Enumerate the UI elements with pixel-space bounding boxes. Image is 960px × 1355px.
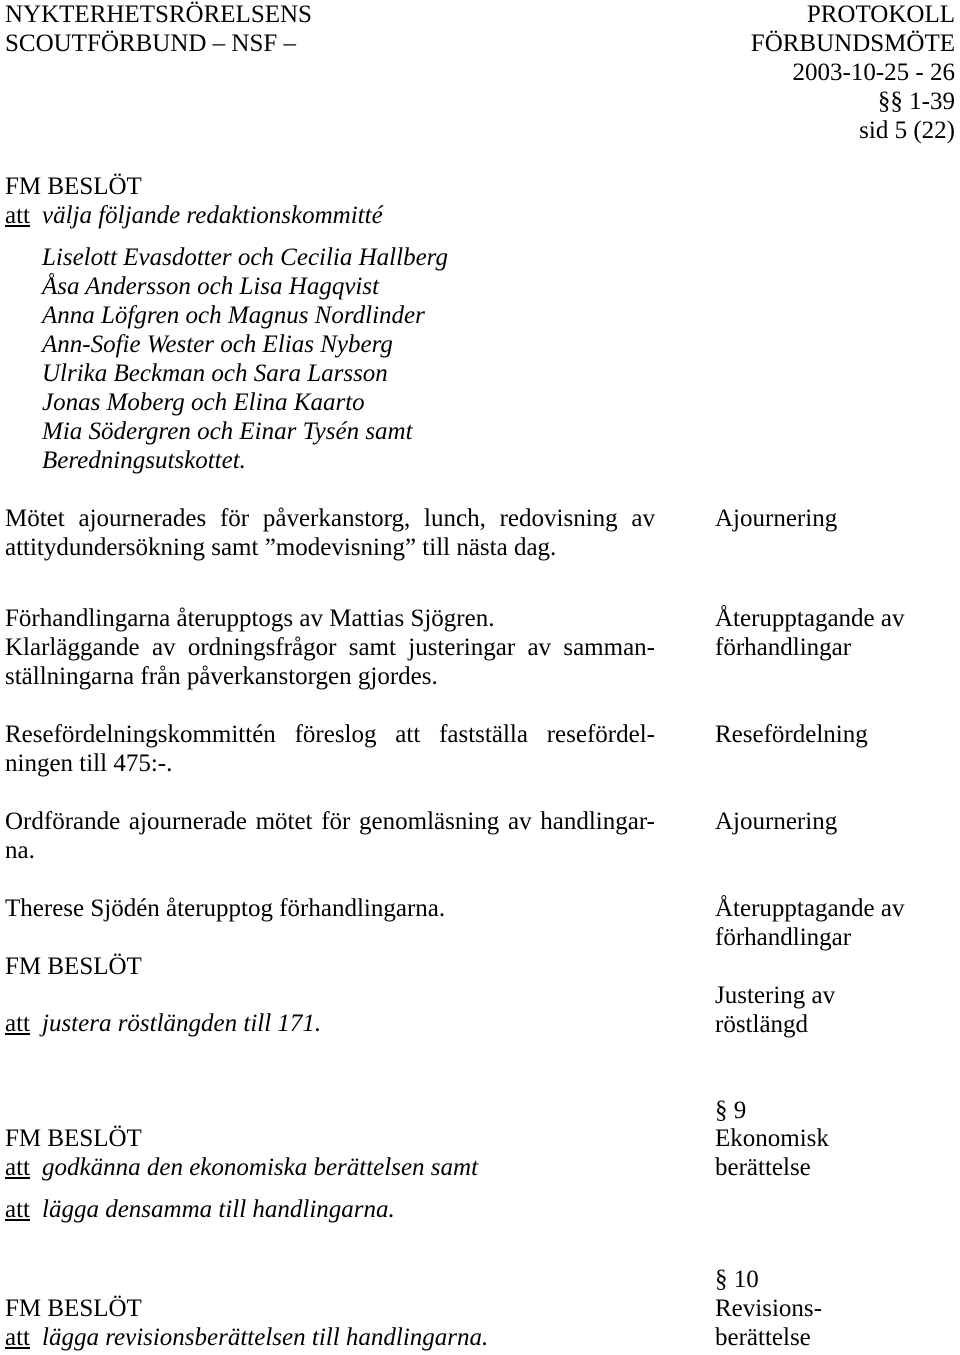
margin-note bbox=[715, 720, 955, 749]
minutes-paragraph bbox=[5, 807, 655, 865]
decision-line bbox=[5, 201, 655, 230]
section-number-label: § 9 bbox=[715, 1097, 747, 1124]
margin-note bbox=[715, 504, 955, 533]
att-marker: att bbox=[5, 202, 30, 229]
paragraph-line: Resefördelningskommittén föreslog att fastställa resefördel- bbox=[5, 721, 655, 748]
member-line: Ulrika Beckman och Sara Larsson bbox=[42, 360, 388, 387]
member-line: Jonas Moberg och Elina Kaarto bbox=[42, 389, 365, 416]
committee-members-list bbox=[5, 243, 692, 475]
decision-heading: FM BESLÖT bbox=[5, 1295, 142, 1322]
header-organization bbox=[5, 0, 312, 58]
paragraph-line: Förhandlingarna återupptogs av Mattias Sjögren. bbox=[5, 605, 495, 632]
member-line: Ann-Sofie Wester och Elias Nyberg bbox=[42, 331, 393, 358]
section-title-line: berättelse bbox=[715, 1324, 811, 1351]
margin-note bbox=[715, 604, 955, 662]
margin-note-line: förhandlingar bbox=[715, 634, 852, 661]
paragraph-line: attitydundersökning samt ”modevisning” till nästa dag. bbox=[5, 534, 557, 561]
member-line: Åsa Andersson och Lisa Hagqvist bbox=[42, 273, 380, 300]
margin-note bbox=[715, 807, 955, 836]
paragraph-line: ningen till 475:-. bbox=[5, 750, 173, 777]
decision-text: justera röstlängden till 171. bbox=[42, 1010, 322, 1037]
section-title-line: Revisions- bbox=[715, 1295, 822, 1322]
decision-line bbox=[5, 1195, 655, 1224]
committee-decision bbox=[5, 172, 655, 230]
decision-line bbox=[5, 1153, 655, 1182]
att-marker: att bbox=[5, 1154, 30, 1181]
roll-decision bbox=[5, 1009, 655, 1038]
margin-note-line: Resefördelning bbox=[715, 721, 868, 748]
margin-note-line: röstlängd bbox=[715, 1011, 809, 1038]
decision-heading: FM BESLÖT bbox=[5, 173, 142, 200]
paragraph-line: Klarläggande av ordningsfrågor samt justeringar av samman- bbox=[5, 634, 655, 661]
decision-text: godkänna den ekonomiska berättelsen samt bbox=[42, 1154, 479, 1181]
meeting-name: FÖRBUNDSMÖTE bbox=[750, 30, 955, 57]
organization-name-line: SCOUTFÖRBUND – NSF – bbox=[5, 30, 297, 57]
minutes-paragraph bbox=[5, 504, 655, 562]
paragraph-line: na. bbox=[5, 837, 35, 864]
margin-note-line: Justering av bbox=[715, 982, 836, 1009]
document-type: PROTOKOLL bbox=[806, 1, 955, 28]
section-title bbox=[715, 1294, 955, 1352]
meeting-dates: 2003-10-25 - 26 bbox=[792, 59, 955, 86]
margin-note-line: Ajournering bbox=[715, 505, 838, 532]
paragraph-line: Therese Sjödén återupptog förhandlingarna. bbox=[5, 895, 446, 922]
organization-name-line: NYKTERHETSRÖRELSENS bbox=[5, 1, 312, 28]
margin-note-line: Återupptagande av bbox=[715, 895, 905, 922]
margin-note-line: förhandlingar bbox=[715, 924, 852, 951]
decision-text: lägga revisionsberättelsen till handlingarna. bbox=[42, 1324, 489, 1351]
section-10-decision bbox=[5, 1294, 655, 1352]
decision-text: lägga densamma till handlingarna. bbox=[42, 1196, 395, 1223]
roll-decision-heading-block bbox=[5, 952, 655, 981]
paragraph-line: ställningarna från påverkanstorgen gjordes. bbox=[5, 663, 438, 690]
decision-heading: FM BESLÖT bbox=[5, 953, 142, 980]
att-marker: att bbox=[5, 1196, 30, 1223]
header-document-info bbox=[751, 0, 955, 145]
section-number bbox=[715, 1096, 955, 1125]
minutes-paragraph bbox=[5, 894, 655, 923]
decision-heading: FM BESLÖT bbox=[5, 1125, 142, 1152]
decision-text: välja följande redaktionskommitté bbox=[42, 202, 383, 229]
paragraph-range: §§ 1-39 bbox=[877, 88, 955, 115]
margin-note bbox=[715, 981, 955, 1039]
section-title bbox=[715, 1124, 955, 1182]
member-line: Anna Löfgren och Magnus Nordlinder bbox=[42, 302, 425, 329]
paragraph-line: Ordförande ajournerade mötet för genomläsning av handlingar- bbox=[5, 808, 655, 835]
att-marker: att bbox=[5, 1324, 30, 1351]
margin-note-line: Återupptagande av bbox=[715, 605, 905, 632]
member-line: Beredningsutskottet. bbox=[42, 447, 246, 474]
member-line: Liselott Evasdotter och Cecilia Hallberg bbox=[42, 244, 448, 271]
section-number bbox=[715, 1265, 955, 1294]
decision-line bbox=[5, 1009, 655, 1038]
member-line: Mia Södergren och Einar Tysén samt bbox=[42, 418, 413, 445]
page-number: sid 5 (22) bbox=[859, 117, 955, 144]
margin-note bbox=[715, 894, 955, 952]
section-title-line: berättelse bbox=[715, 1154, 811, 1181]
att-marker: att bbox=[5, 1010, 30, 1037]
minutes-paragraph bbox=[5, 604, 655, 691]
decision-line bbox=[5, 1323, 655, 1352]
minutes-paragraph bbox=[5, 720, 655, 778]
section-9-decision bbox=[5, 1124, 655, 1224]
paragraph-line: Mötet ajournerades för påverkanstorg, lunch, redovisning av bbox=[5, 505, 655, 532]
section-number-label: § 10 bbox=[715, 1266, 759, 1293]
section-title-line: Ekonomisk bbox=[715, 1125, 829, 1152]
margin-note-line: Ajournering bbox=[715, 808, 838, 835]
